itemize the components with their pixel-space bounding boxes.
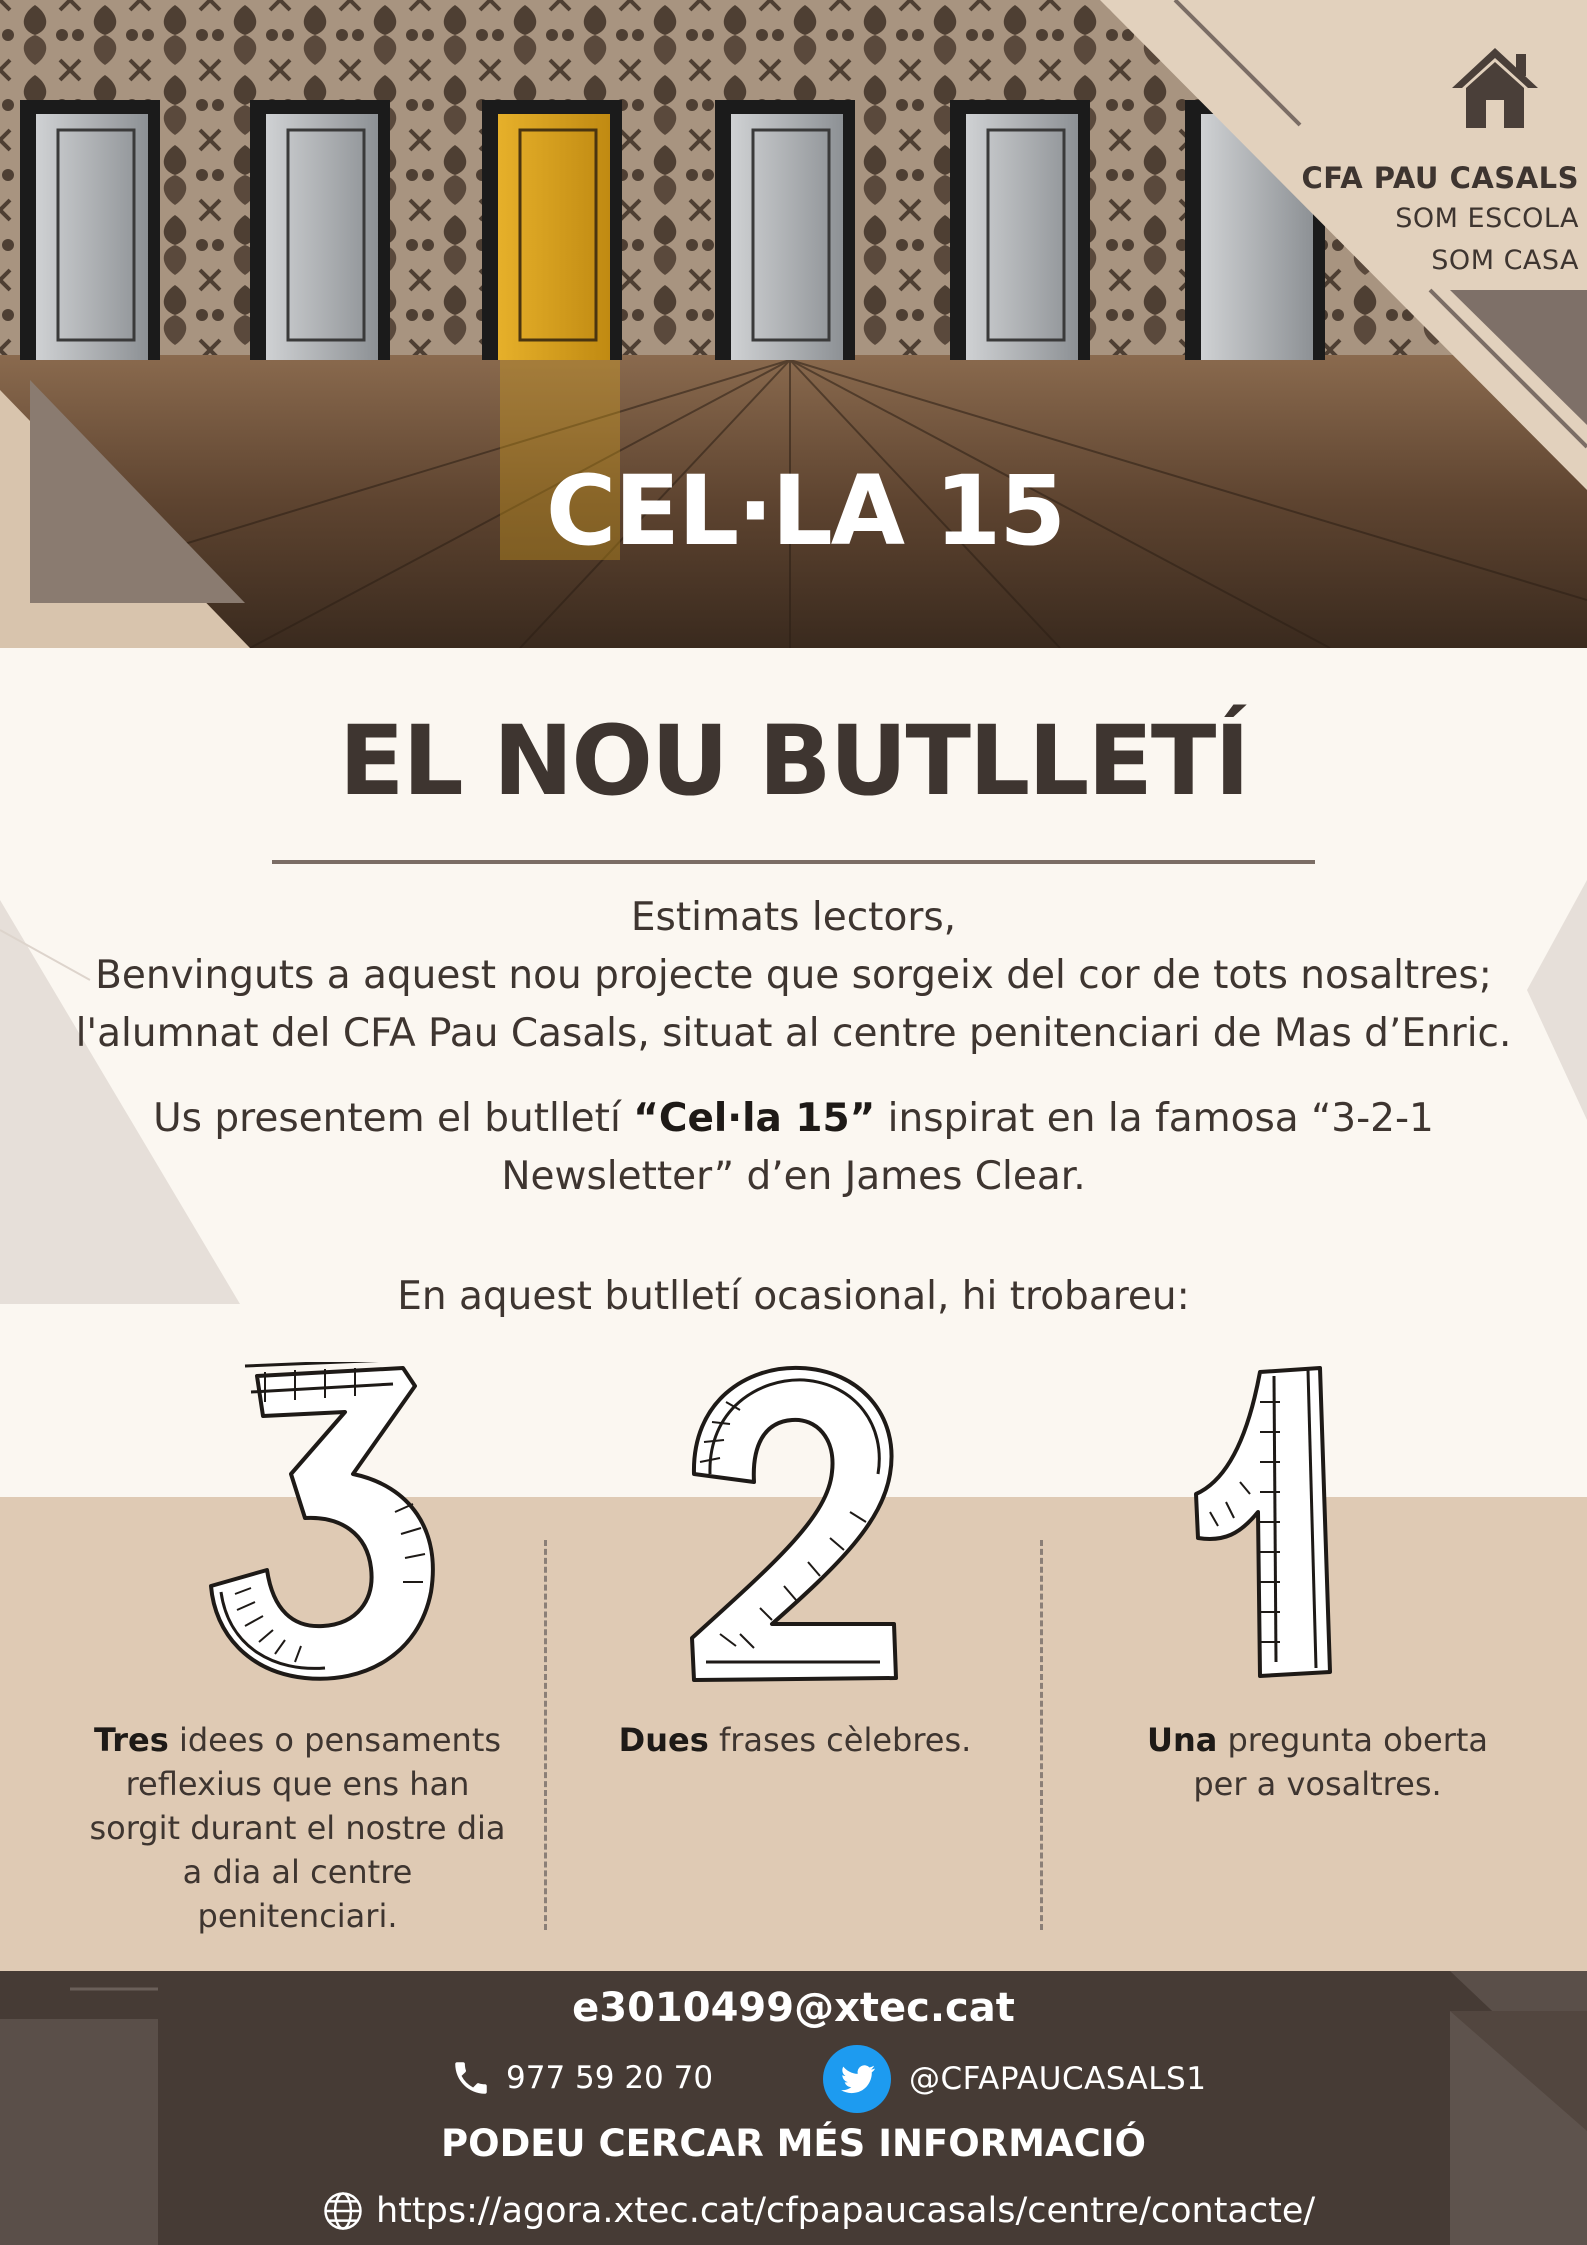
column-divider-1: [544, 1540, 547, 1930]
brand-name: CFA PAU CASALS: [1301, 161, 1579, 195]
item-one-line-1: [1100, 1718, 1535, 1762]
number-one-illustration: [1190, 1362, 1350, 1687]
home-icon: [1450, 44, 1540, 130]
greeting-text: Estimats lectors,: [630, 895, 957, 940]
presentation-line-2: Newsletter” d’en James Clear.: [501, 1154, 1086, 1199]
item-three-line-2: reflexius que ens han: [125, 1765, 470, 1803]
brand-tagline-2: SOM CASA: [1431, 245, 1579, 276]
website-url: https://agora.xtec.cat/cfpapaucasals/centre/contacte/: [376, 2191, 1316, 2231]
footer-twitter[interactable]: [823, 2045, 1206, 2113]
item-two-text-1: frases cèlebres.: [708, 1721, 972, 1759]
twitter-icon: [823, 2045, 891, 2113]
footer-phone[interactable]: [450, 2057, 713, 2099]
twitter-handle: @CFAPAUCASALS1: [909, 2061, 1207, 2097]
presentation-text-end: inspirat en la famosa “3-2-1: [875, 1096, 1434, 1141]
welcome-line-1: Benvinguts a aquest nou projecte que sorgeix del cor de tots nosaltres;: [95, 953, 1492, 998]
item-two-bold: Dues: [618, 1721, 709, 1759]
item-three-text-1: idees o pensaments: [168, 1721, 502, 1759]
item-one-description: [1100, 1718, 1535, 1806]
footer-email[interactable]: e3010499@xtec.cat: [572, 1985, 1015, 2031]
presentation-text-start: Us presentem el butlletí: [153, 1096, 634, 1141]
hero-title: CEL·LA 15: [545, 455, 1065, 567]
item-three-bold: Tres: [93, 1721, 169, 1759]
intro-greeting-block: [0, 889, 1587, 1063]
item-two-line-1: [580, 1718, 1010, 1762]
hero-banner: [0, 0, 1587, 648]
find-intro: En aquest butlletí ocasional, hi trobareu:: [397, 1274, 1190, 1319]
number-three-illustration: [205, 1362, 445, 1687]
phone-number: 977 59 20 70: [506, 2060, 714, 2096]
item-three-line-1: [75, 1718, 520, 1762]
newsletter-title: EL NOU BUTLLETÍ: [338, 705, 1249, 817]
item-two-description: [580, 1718, 1010, 1762]
presentation-line-1: [0, 1090, 1587, 1148]
item-three-line-3: sorgit durant el nostre dia: [89, 1809, 506, 1847]
brand-block: [1301, 158, 1579, 282]
welcome-line-2: l'alumnat del CFA Pau Casals, situat al centre penitenciari de Mas d’Enric.: [75, 1011, 1512, 1056]
item-one-bold: Una: [1146, 1721, 1218, 1759]
phone-icon: [450, 2057, 492, 2099]
item-three-line-5: penitenciari.: [197, 1897, 398, 1935]
globe-icon: [322, 2190, 364, 2232]
item-three-line-4: a dia al centre: [182, 1853, 413, 1891]
intro-presentation-block: [0, 1090, 1587, 1206]
number-two-illustration: [680, 1362, 910, 1687]
brand-tagline-1: SOM ESCOLA: [1395, 203, 1579, 234]
item-one-line-2: per a vosaltres.: [1193, 1765, 1442, 1803]
more-info-heading: PODEU CERCAR MÉS INFORMACIÓ: [441, 2122, 1146, 2165]
item-one-text-1: pregunta oberta: [1217, 1721, 1489, 1759]
column-divider-2: [1040, 1540, 1043, 1930]
title-underline: [272, 860, 1315, 864]
newsletter-name: “Cel·la 15”: [633, 1096, 876, 1141]
item-three-description: [75, 1718, 520, 1938]
footer-website[interactable]: [322, 2190, 1315, 2232]
